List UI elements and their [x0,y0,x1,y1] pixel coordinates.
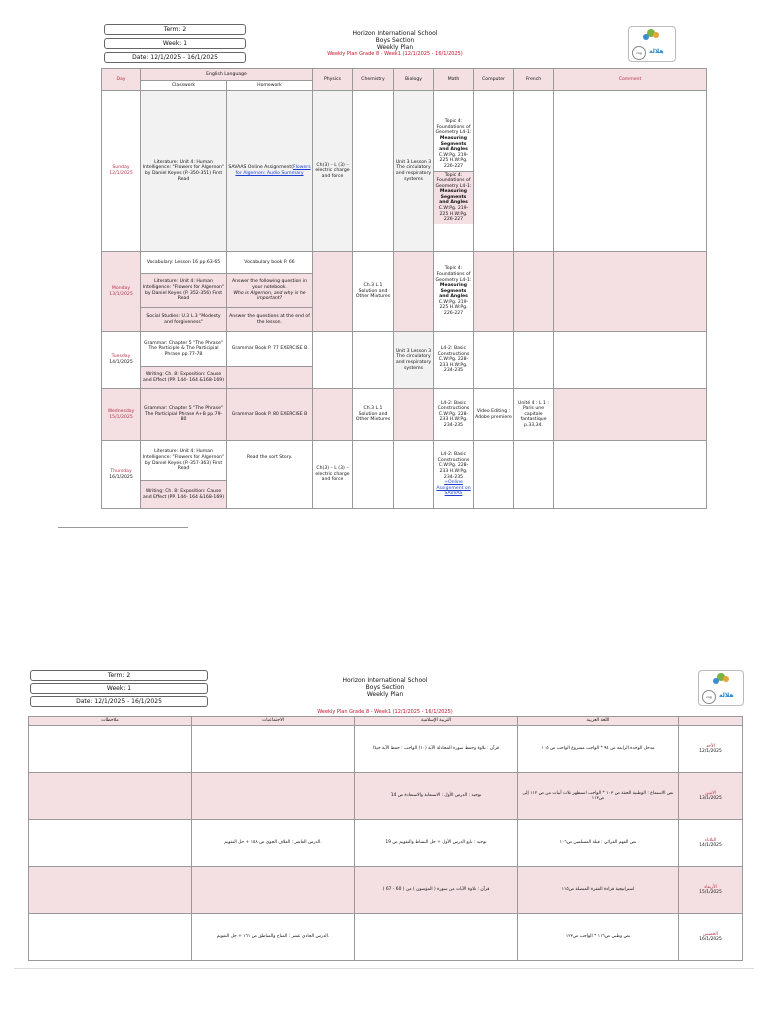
chemistry-cell [353,332,394,389]
biology-cell: Unit 3 Lesson 3 The circulatory and respiratory systems [394,91,434,252]
computer-cell [474,332,514,389]
day-cell: Sunday 12/1/2025 [102,91,141,252]
table-row [102,441,707,481]
math-cell: Topic 4: Foundations of Geometry L4-1: Measuring Segments and Angles C.W:Pg. 219-225 H.W:Pg. 226-227 [434,252,474,332]
french-cell [514,332,554,389]
social-cell: .الدرس الحادي عشر : المناخ والمناطق ص ١٦١ + حل التقويم [192,914,355,961]
math-cell: L4-2: Basic Constructions C.W:Pg. 228-233 H.W:Pg. 234-235 [434,332,474,389]
table-row [102,252,707,274]
school-logo-2 [698,670,744,706]
homework-cell: Read the sort Story. [227,441,313,509]
logo-leaf-icon [713,678,719,684]
day-cell: الأحد 12/1/2025 [679,726,743,773]
day-cell: Wednesday 15/1/2025 [102,389,141,441]
header-day-blank [679,717,743,726]
islamic-cell [355,914,518,961]
day-cell: الثلاثاء 14/1/2025 [679,820,743,867]
school-logo [628,26,676,62]
classwork-cell: Vocabulary: Lesson 16 pp.63-65 [141,252,227,274]
classwork-cell: Literature: Unit 4: Human Intelligence: "Flowers for Algernon" by Daniel Keyes (P.-350-351) First Read [141,91,227,252]
classwork-cell: Grammar: Chapter 5 "The Phrase" The Participle & The Participial Phrase pp.77-78 [141,332,227,367]
weekly-plan-table [101,68,707,509]
social-cell [192,867,355,914]
page-divider [58,527,188,528]
logo-arabic-text: هلالة [649,48,664,55]
plan-subtitle-2: Weekly Plan Grade 8 - Week1 (12/1/2025 - 16/1/2025) [317,709,453,715]
date-box: Date: 12/1/2025 - 16/1/2025 [104,52,246,63]
classwork-cell: Social Studies: U.3 L.3 "Modesty and forgiveness" [141,308,227,332]
day-cell: الأربعاء 15/1/2025 [679,867,743,914]
week-box: Week: 1 [104,38,246,49]
logo-leaf-icon [643,34,649,40]
cognia-seal-icon: cog [702,690,716,704]
term-box-2: Term: 2 [30,670,208,681]
french-cell [514,91,554,252]
page-divider-bottom [14,968,754,969]
plan-subtitle: Weekly Plan Grade 8 - Week1 (12/1/2025 - 16/1/2025) [327,51,463,57]
day-cell: Monday 13/1/2025 [102,252,141,332]
term-box: Term: 2 [104,24,246,35]
header-math: Math [434,69,474,91]
cognia-seal-icon: cog [632,46,646,60]
school-name: Horizon International School [342,677,428,684]
biology-cell [394,441,434,509]
header-english: English Language [141,69,313,81]
arabic-cell: نص وطني ص١١٦ * الواجب ص١٢٣ [518,914,679,961]
homework-cell: Grammar Book P. 80 EXERCISE B [227,389,313,441]
header-biology: Biology [394,69,434,91]
notes-cell [29,820,192,867]
biology-cell: Unit 3 Lesson 3 The circulatory and respiratory systems [394,332,434,389]
section-name: Boys Section [375,37,415,44]
table-row [29,820,743,867]
comment-cell [554,91,707,252]
chemistry-cell [353,441,394,509]
table-row [29,914,743,961]
homework-cell: Answer the questions at the end of the lesson. [227,308,313,332]
logo-leaf-icon [723,676,729,682]
online-assignment-link[interactable]: +Online Assignment on SAVVAS [436,480,471,497]
plan-title: Weekly Plan [366,691,404,698]
classwork-cell: Literature: Unit 4: Human Intelligence: "Flowers for Algernon" by Daniel Keyes (P.-357-363) First Read [141,441,227,481]
physics-cell [313,252,353,332]
audio-summary-link[interactable]: Flowers for Algernon: Audio Summary [235,165,311,176]
french-cell: Unité 4 : L 1 : Paris une capitale fantastique p.33,34. [514,389,554,441]
homework-cell: Vocabulary book P. 66 [227,252,313,274]
table-row [102,91,707,252]
physics-cell: Ch(3) – L (3) – electric charge and force [313,441,353,509]
date-box-2: Date: 12/1/2025 - 16/1/2025 [30,696,208,707]
comment-cell [554,441,707,509]
biology-cell [394,389,434,441]
notes-cell [29,914,192,961]
homework-cell: Grammar Book P. 77 EXERCISE B [227,332,313,367]
table-row [29,867,743,914]
biology-cell [394,252,434,332]
classwork-cell: Writing: Ch. 8: Exposition: Cause and Effect (PP. 144- 164 &168-169) [141,481,227,509]
islamic-cell: قرآن : تلاوة وحفظ سورة المجادلة الآية (١٠) الواجب : حفظ الآية جيدًا [355,726,518,773]
homework-cell [227,367,313,389]
notes-cell [29,773,192,820]
header-day: Day [102,69,141,91]
physics-cell: Ch(3) – L (3) – electric charge and force [313,91,353,252]
logo-leaf-icon [653,32,659,38]
classwork-cell: Writing: Ch. 8: Exposition: Cause and Effect (PP. 144- 164 &168-169) [141,367,227,389]
math-cell: L4-2: Basic Constructions C.W:Pg. 228-233 H.W:Pg. 234-235 +Online Assignment on SAVVAS [434,441,474,509]
table-row [29,726,743,773]
physics-cell [313,332,353,389]
header-physics: Physics [313,69,353,91]
chemistry-cell: Ch.3 L.1 Solution and Other Mixtures [353,252,394,332]
homework-cell: SAVAAS Online Assignment(Flowers for Algernon: Audio Summary [227,91,313,252]
header-french: French [514,69,554,91]
school-header [300,30,490,58]
homework-cell: Answer the following question in your notebook. Who is Algernon, and why is he important? [227,274,313,308]
math-cell: Topic 4: Foundations of Geometry L4-1: Measuring Segments and Angles C.W:Pg. 219-225 H.W:Pg. 226-227 Topic 4: Foundations of Geometry L4-1: Measuring Segments and Angles C.W:Pg. 219-225 H.W:Pg. 226-227 [434,91,474,252]
plan-title: Weekly Plan [376,44,414,51]
day-cell: الاثنين 13/1/2025 [679,773,743,820]
header-homework: Homework [227,81,313,91]
day-cell: Tuesday 14/1/2025 [102,332,141,389]
table-row [102,389,707,441]
social-cell [192,726,355,773]
physics-cell [313,389,353,441]
logo-arabic-text: هلالة [719,692,734,699]
social-cell: .الدرس العاشر : الغلاف الجوي ص ١٥٨ + حل التقويم [192,820,355,867]
school-name: Horizon International School [352,30,438,37]
computer-cell [474,441,514,509]
arabic-cell: مدخل الوحدة الرابعة ص ٩٤ * الواجب مشروع الواجب ص ١٠٥ [518,726,679,773]
day-cell: الخميس 16/1/2025 [679,914,743,961]
islamic-cell: توحيد : تابع الدرس الأول + حل النشاط والتقويم ص 19 [355,820,518,867]
classwork-cell: Literature: Unit 4: Human Intelligence: "Flowers for Algernon" by Daniel Keyes (P. 352-356) First Read [141,274,227,308]
classwork-cell: Grammar: Chapter 5 "The Phrase" The Participial Phrase A+B pp.79-80 [141,389,227,441]
header-comment: Comment [554,69,707,91]
computer-cell [474,91,514,252]
header-social: الاجتماعيات [192,717,355,726]
day-cell: Thursday 16/1/2025 [102,441,141,509]
header-classwork: Classwork [141,81,227,91]
header-notes: ملاحظات [29,717,192,726]
french-cell [514,252,554,332]
school-header-2 [290,677,480,698]
comment-cell [554,332,707,389]
notes-cell [29,726,192,773]
computer-cell: Video Editing : Adobe premiere [474,389,514,441]
chemistry-cell [353,91,394,252]
table-row [29,773,743,820]
header-arabic: اللغة العربية [518,717,679,726]
table-row [102,332,707,367]
section-name: Boys Section [365,684,405,691]
week-box-2: Week: 1 [30,683,208,694]
arabic-cell: نص الاستماع : الوطنية الحقة ص ١٠٣ * الواجب استظهر ثلاث أبيات من ص ١١٢ إلى ص١١٣ [518,773,679,820]
french-cell [514,441,554,509]
arabic-cell: نص الفهم القرائي : قيلة المسلمين ص١٠٦ [518,820,679,867]
comment-cell [554,252,707,332]
islamic-cell: توحيد : الدرس الأول : الاستعانة والاستعاذة ص 14 [355,773,518,820]
comment-cell [554,389,707,441]
math-cell: L4-2: Basic Constructions C.W:Pg. 228-233 H.W:Pg. 234-235 [434,389,474,441]
social-cell [192,773,355,820]
header-chemistry: Chemistry [353,69,394,91]
computer-cell [474,252,514,332]
header-computer: Computer [474,69,514,91]
islamic-cell: قرآن : تلاوة الآيات من سورة ( المؤمنون ) من ( 60 - 67 ) [355,867,518,914]
arabic-cell: استراتيجية قراءة الفقرة المتصلة ص١١٥ [518,867,679,914]
arabic-plan-table [28,716,743,961]
header-islamic: التربية الإسلامية [355,717,518,726]
chemistry-cell: Ch.3 L.1 Solution and Other Mixtures [353,389,394,441]
notes-cell [29,867,192,914]
